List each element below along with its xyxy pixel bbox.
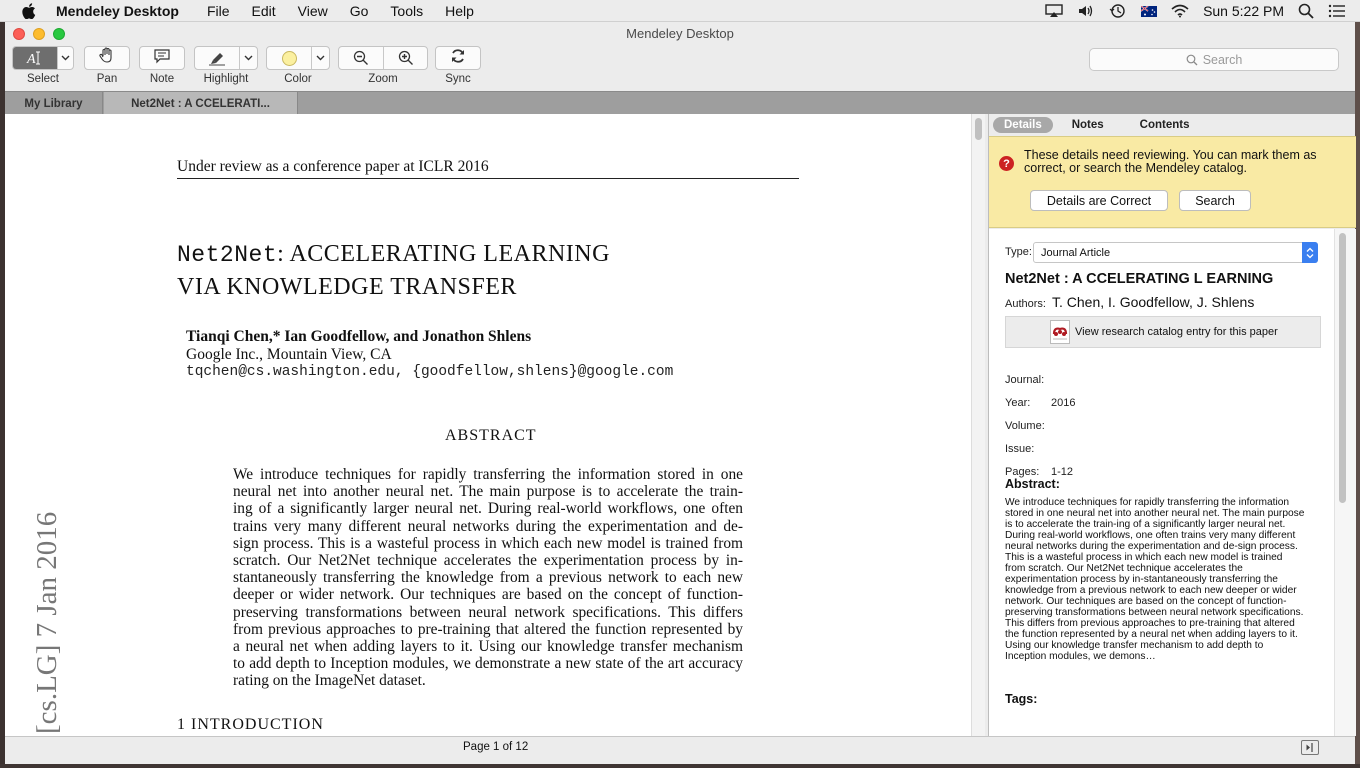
abstract-line: preserving transformations between neural network specifications. This differs: [233, 603, 743, 621]
zoom-tool: [338, 46, 428, 85]
window-title: Mendeley Desktop: [626, 26, 734, 41]
highlight-tool: [194, 46, 258, 85]
time-machine-icon[interactable]: [1109, 3, 1127, 19]
close-window-button[interactable]: [13, 28, 25, 40]
paper-title: [177, 238, 610, 303]
type-select[interactable]: [1033, 242, 1318, 263]
zoom-label: Zoom: [368, 73, 398, 85]
details-body: [989, 229, 1334, 736]
abstract-line: sign process. This is a wasteful process in which each new model is trained from: [233, 534, 743, 552]
note-icon: [153, 48, 171, 69]
details-scrollbar[interactable]: [1334, 229, 1356, 736]
desktop-background-bottom: [0, 764, 1360, 768]
page-indicator: Page 1 of 12: [463, 741, 529, 753]
color-tool: [266, 46, 330, 85]
journal-label: Journal:: [1005, 374, 1045, 386]
pdf-scrollbar[interactable]: [971, 114, 985, 736]
abstract-line: rating on the ImageNet dataset.: [233, 672, 426, 690]
review-banner: [989, 136, 1356, 228]
tab-details[interactable]: Details: [993, 117, 1053, 133]
window-titlebar: [5, 22, 1355, 46]
menu-go[interactable]: Go: [349, 2, 369, 19]
details-scrollbar-thumb[interactable]: [1339, 233, 1346, 503]
search-icon: [1186, 54, 1198, 66]
zoom-in-icon: [398, 50, 414, 66]
paper-title-mono: Net2Net: [177, 242, 278, 268]
zoom-out-button[interactable]: [339, 47, 383, 69]
svg-text:A: A: [27, 52, 36, 66]
abstract-line: neural net into another neural net. The main purpose is to accelerate the train-: [233, 483, 743, 501]
mendeley-logo-icon: [1050, 320, 1070, 344]
authors-label: Authors:: [1005, 298, 1046, 310]
toggle-panel-button[interactable]: [1301, 740, 1319, 755]
select-tool-button[interactable]: [12, 46, 74, 70]
menu-tools[interactable]: Tools: [390, 2, 424, 19]
pages-value[interactable]: 1-12: [1051, 466, 1074, 478]
pages-label: Pages:: [1005, 466, 1040, 478]
details-panel: [988, 114, 1355, 736]
paper-abstract: [233, 466, 743, 689]
minimize-window-button[interactable]: [33, 28, 45, 40]
select-label: Select: [27, 73, 59, 85]
note-label: Note: [149, 73, 175, 85]
sync-tool: [435, 46, 481, 85]
abstract-text[interactable]: We introduce techniques for rapidly transferring the information stored in one neural net into another neural net. The main purpose is to accelerate the train-ing of a significantly larger neural net. During real-world workflows, one often trains very many different neural networks during the experimentation and de-sign process. This is a wasteful process in which each new model is trained from scratch. Our Net2Net technique accelerates the experimentation process by in-stantaneously transferring the knowledge from a previous network to each new deeper or wider network. Our techniques are based on the concept of function-preserving transformations between neural network specifications. This differs from previous approaches to pre-training that altered the function represented by a neural net when adding layers to it. Using our knowledge transfer mechanism to add depth to Inception modules, we demons…: [1005, 497, 1305, 662]
tab-net2net-document[interactable]: [104, 92, 298, 115]
note-tool: [139, 46, 185, 85]
color-label: Color: [284, 73, 312, 85]
color-tool-button[interactable]: [266, 46, 330, 70]
sync-button[interactable]: [435, 46, 481, 70]
zoom-out-icon: [353, 50, 369, 66]
notification-center-icon[interactable]: [1328, 4, 1346, 18]
paper-running-header: Under review as a conference paper at ICLR 2016: [177, 158, 799, 179]
review-message: These details need reviewing. You can mark them as correct, or search the Mendeley catalog.: [1024, 148, 1317, 175]
status-bar: [5, 736, 1355, 758]
type-label: Type:: [1005, 246, 1032, 258]
abstract-line: deeper or wider network. Our techniques are based on the concept of function-: [233, 586, 743, 604]
menu-edit[interactable]: Edit: [251, 2, 276, 19]
spotlight-search-icon[interactable]: [1298, 3, 1314, 19]
volume-icon[interactable]: [1077, 4, 1095, 18]
catalog-search-button[interactable]: Search: [1179, 190, 1251, 211]
mendeley-window: [5, 22, 1355, 764]
toolbar: [5, 46, 1355, 90]
year-label: Year:: [1005, 397, 1031, 409]
abstract-line: stantaneously transferring the knowledge from a previous network to each new: [233, 569, 743, 587]
sync-label: Sync: [445, 73, 471, 85]
tags-label: Tags:: [1005, 692, 1038, 706]
app-menu[interactable]: Mendeley Desktop: [56, 2, 179, 19]
abstract-line: We introduce techniques for rapidly transferring the information stored in one: [233, 466, 743, 483]
highlight-dropdown-chevron-icon[interactable]: [239, 47, 257, 69]
paper-introduction-heading: 1 INTRODUCTION: [177, 716, 324, 733]
search-input[interactable]: [1089, 48, 1339, 71]
details-correct-button[interactable]: Details are Correct: [1030, 190, 1168, 211]
zoom-window-button[interactable]: [53, 28, 65, 40]
panel-toggle-icon: [1305, 743, 1315, 752]
volume-label: Volume:: [1005, 420, 1045, 432]
tab-my-library[interactable]: [5, 92, 103, 115]
highlighter-icon[interactable]: [195, 47, 239, 69]
paper-title-line2: VIA KNOWLEDGE TRANSFER: [177, 274, 517, 300]
menu-view[interactable]: View: [297, 2, 328, 19]
sync-icon: [450, 48, 466, 69]
search-placeholder: Search: [1202, 52, 1243, 67]
menu-help[interactable]: Help: [445, 2, 474, 19]
abstract-line: from previous approaches to pre-training that altered the function represented by: [233, 620, 743, 638]
clock[interactable]: Sun 5:22 PM: [1203, 3, 1284, 19]
pdf-viewer[interactable]: [5, 114, 985, 736]
hand-icon: [98, 47, 116, 69]
warning-question-icon: ?: [999, 156, 1014, 171]
view-catalog-entry-label: View research catalog entry for this paper: [1075, 326, 1278, 338]
view-catalog-entry-button[interactable]: [1005, 316, 1321, 348]
tab-net2net-label: Net2Net : A CCELERATI...: [131, 97, 270, 110]
highlight-label: Highlight: [203, 73, 249, 85]
arxiv-side-stamp: [cs.LG] 7 Jan 2016: [31, 511, 63, 734]
type-value: Journal Article: [1041, 246, 1111, 259]
select-arrows-icon: [1302, 242, 1318, 263]
note-tool-button[interactable]: [139, 46, 185, 70]
tab-bar: [5, 91, 1355, 114]
paper-affiliation: Google Inc., Mountain View, CA: [186, 346, 392, 363]
menu-file[interactable]: File: [206, 2, 230, 19]
color-dropdown-chevron-icon[interactable]: [311, 47, 329, 69]
color-swatch-icon[interactable]: [267, 47, 311, 69]
highlight-tool-button[interactable]: [194, 46, 258, 70]
menu-bar: [0, 0, 1360, 22]
paper-title-line1: : ACCELERATING LEARNING: [277, 241, 610, 267]
abstract-line: scratch. Our Net2Net technique accelerates the experimentation process by in-: [233, 551, 743, 569]
abstract-line: ing of a significantly larger neural net. During real-world workflows, one often: [233, 500, 743, 518]
tab-contents[interactable]: Contents: [1139, 119, 1190, 131]
abstract-line: trains very many different neural networks during the experimentation and de-: [233, 517, 743, 535]
pan-label: Pan: [96, 73, 118, 85]
document-title[interactable]: Net2Net : A CCELERATING L EARNING: [1005, 271, 1274, 287]
apple-menu-icon[interactable]: [20, 2, 38, 20]
paper-authors: Tianqi Chen,* Ian Goodfellow, and Jonathon Shlens: [186, 328, 532, 345]
abstract-line: a neural net when adding layers to it. Using our knowledge transfer mechanism: [233, 637, 743, 655]
pan-tool-button[interactable]: [84, 46, 130, 70]
input-source-flag-icon[interactable]: [1141, 6, 1157, 17]
tab-notes[interactable]: Notes: [1071, 119, 1104, 131]
details-tabs: [989, 114, 1356, 136]
text-select-icon[interactable]: [13, 47, 57, 69]
select-tool: [12, 46, 74, 85]
paper-emails: tqchen@cs.washington.edu, {goodfellow,shlens}@google.com: [186, 364, 674, 380]
authors-value[interactable]: T. Chen, I. Goodfellow, J. Shlens: [1052, 294, 1255, 310]
pan-tool: [84, 46, 130, 85]
abstract-line: to add depth to Inception modules, we demonstrate a new state of the art accuracy: [233, 655, 743, 673]
abstract-label: Abstract:: [1005, 477, 1060, 491]
year-value[interactable]: 2016: [1051, 397, 1076, 409]
select-dropdown-chevron-icon[interactable]: [57, 47, 73, 69]
issue-label: Issue:: [1005, 443, 1035, 455]
zoom-in-button[interactable]: [383, 47, 427, 69]
zoom-buttons: [338, 46, 428, 70]
wifi-icon[interactable]: [1171, 4, 1189, 18]
tab-my-library-label: My Library: [24, 97, 83, 110]
pdf-scrollbar-thumb[interactable]: [975, 118, 982, 140]
paper-abstract-heading: ABSTRACT: [445, 427, 537, 444]
airplay-icon[interactable]: [1045, 4, 1063, 18]
